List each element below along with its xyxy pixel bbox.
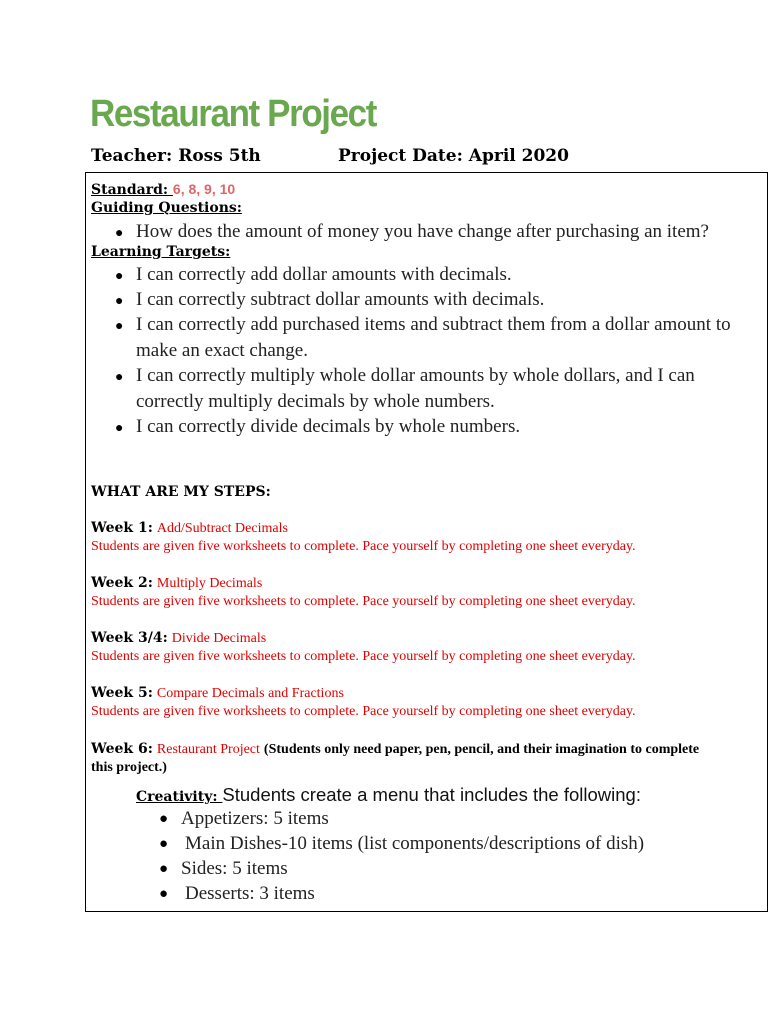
week-topic: Add/Subtract Decimals bbox=[156, 521, 288, 536]
bullet-icon: ● bbox=[115, 421, 124, 436]
teacher-line: Teacher: Ross 5th bbox=[91, 146, 261, 166]
week-row bbox=[91, 684, 344, 702]
week6-note-cont: this project.) bbox=[91, 760, 167, 775]
week-label: Week 2: bbox=[91, 575, 153, 591]
project-date: Project Date: April 2020 bbox=[338, 146, 569, 166]
creativity-label: Creativity: bbox=[136, 789, 223, 805]
target-item: I can correctly add purchased items and subtract them from a dollar amount to bbox=[136, 314, 731, 335]
standard-row bbox=[91, 181, 235, 199]
week-desc: Students are given five worksheets to complete. Pace yourself by completing one sheet everyday. bbox=[91, 539, 636, 554]
week-label: Week 5: bbox=[91, 685, 153, 701]
week-topic: Divide Decimals bbox=[171, 631, 267, 646]
week-desc: Students are given five worksheets to complete. Pace yourself by completing one sheet everyday. bbox=[91, 649, 636, 664]
week-topic: Restaurant Project bbox=[156, 742, 260, 757]
target-item-cont: correctly multiply decimals by whole numbers. bbox=[136, 391, 495, 412]
creativity-item: Sides: 5 items bbox=[181, 858, 288, 879]
week6-note: (Students only need paper, pen, pencil, and their imagination to complete bbox=[263, 742, 700, 757]
bullet-icon: ● bbox=[115, 269, 124, 284]
bullet-icon: ● bbox=[159, 886, 169, 902]
creativity-item: Main Dishes-10 items (list components/descriptions of dish) bbox=[185, 833, 645, 854]
targets-label: Learning Targets: bbox=[91, 244, 231, 260]
week-label: Week 3/4: bbox=[91, 630, 168, 646]
target-item: I can correctly subtract dollar amounts with decimals. bbox=[136, 289, 545, 310]
guiding-label: Guiding Questions: bbox=[91, 200, 242, 216]
target-item: I can correctly add dollar amounts with decimals. bbox=[136, 264, 512, 285]
guiding-item: How does the amount of money you have change after purchasing an item? bbox=[136, 221, 709, 242]
creativity-row bbox=[136, 784, 641, 806]
bullet-icon: ● bbox=[115, 319, 124, 334]
creativity-item: Appetizers: 5 items bbox=[181, 808, 329, 829]
week-label: Week 1: bbox=[91, 520, 153, 536]
steps-heading: WHAT ARE MY STEPS: bbox=[91, 484, 271, 500]
standard-value: 6, 8, 9, 10 bbox=[172, 181, 236, 197]
week-row bbox=[91, 574, 262, 592]
week6-row bbox=[91, 740, 699, 758]
week-row bbox=[91, 629, 266, 647]
target-item: I can correctly multiply whole dollar amounts by whole dollars, and I can bbox=[136, 365, 695, 386]
bullet-icon: ● bbox=[159, 861, 169, 877]
week-topic: Multiply Decimals bbox=[156, 576, 263, 591]
page-title: Restaurant Project bbox=[90, 93, 377, 135]
week-topic: Compare Decimals and Fractions bbox=[156, 686, 344, 701]
target-item-cont: make an exact change. bbox=[136, 340, 308, 361]
week-desc: Students are given five worksheets to complete. Pace yourself by completing one sheet everyday. bbox=[91, 704, 636, 719]
creativity-item: Desserts: 3 items bbox=[185, 883, 315, 904]
week-row bbox=[91, 519, 288, 537]
bullet-icon: ● bbox=[115, 226, 124, 241]
creativity-text: Students create a menu that includes the following: bbox=[222, 784, 641, 805]
bullet-icon: ● bbox=[115, 294, 124, 309]
week-label: Week 6: bbox=[91, 741, 153, 757]
week-desc: Students are given five worksheets to complete. Pace yourself by completing one sheet everyday. bbox=[91, 594, 636, 609]
bullet-icon: ● bbox=[115, 370, 124, 385]
standard-label: Standard: bbox=[91, 182, 173, 198]
bullet-icon: ● bbox=[159, 811, 169, 827]
target-item: I can correctly divide decimals by whole numbers. bbox=[136, 416, 521, 437]
bullet-icon: ● bbox=[159, 836, 169, 852]
